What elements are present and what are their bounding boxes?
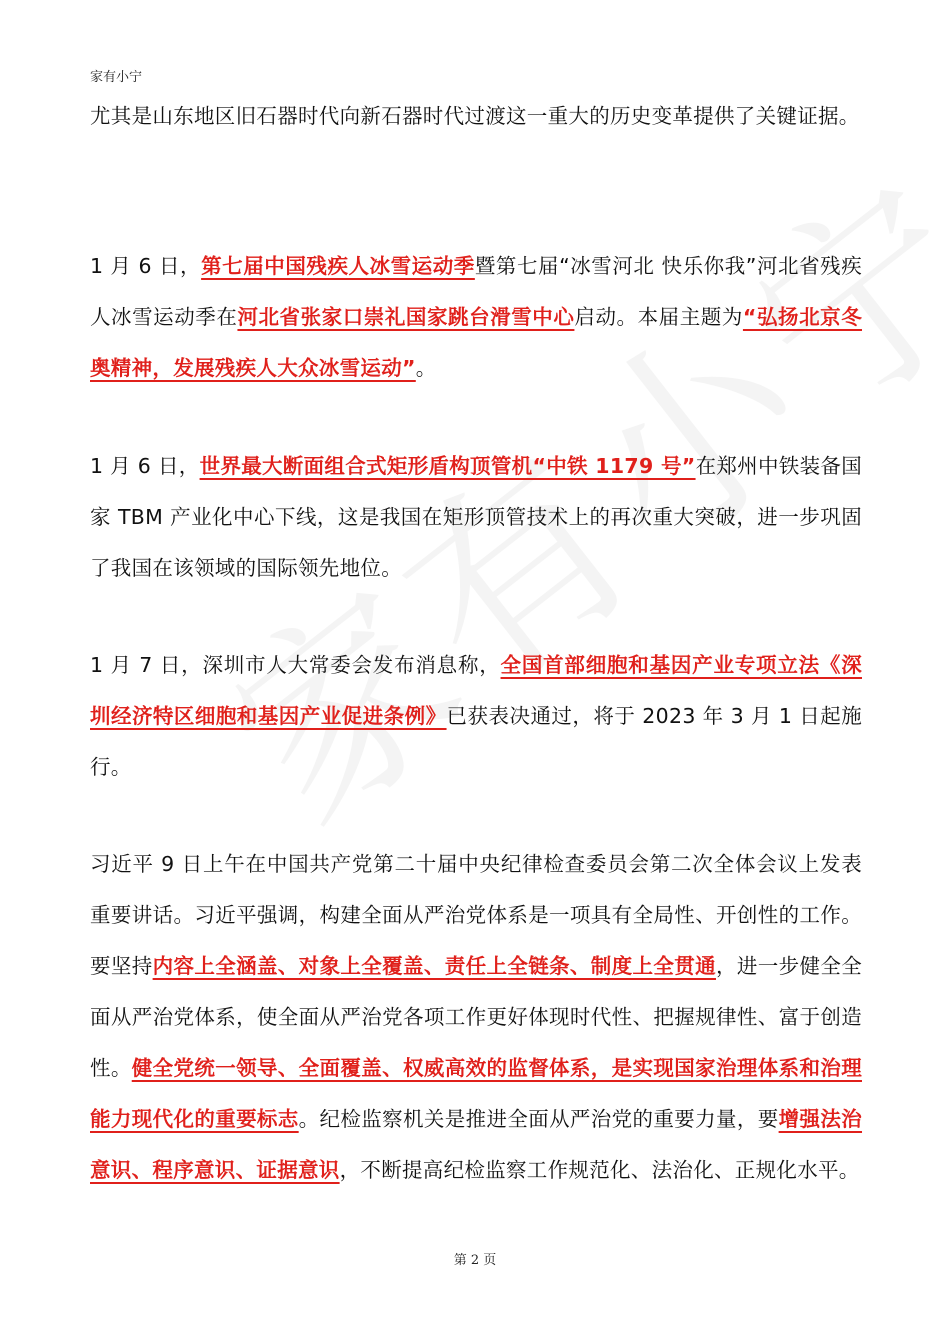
paragraph-5	[90, 839, 862, 1196]
text: 启动。本届主题为	[574, 305, 743, 329]
text: ，不断提高纪检监察工作规范化、法治化、正规化水平。	[339, 1158, 860, 1182]
text: 尤其是山东地区旧石器时代向新石器时代过渡这一重大的历史变革提供了关键证据。	[90, 104, 860, 128]
paragraph-2	[90, 241, 862, 394]
highlight: 第七届中国残疾人冰雪运动季	[201, 254, 475, 278]
text: 在郑州中铁装备国家 TBM 产业化中心下线，这是我国在矩形顶管技术上的再次重大突破，进一步巩固了我国在该领域的国际领先地位。	[90, 454, 863, 580]
text: 1 月 7 日，深圳市人大常委会发布消息称，	[90, 653, 501, 677]
paragraph-4	[90, 640, 862, 793]
highlight: 世界最大断面组合式矩形盾构顶管机“中铁 1179 号”	[199, 454, 696, 478]
page-number: 第 2 页	[453, 1253, 497, 1268]
text: 1 月 6 日，	[90, 254, 202, 278]
text: 暨第七届“冰雪河北 快乐你我”河北省残疾人冰雪运动季在	[90, 254, 862, 329]
text: 。纪检监察机关是推进全面从严治党的重要力量，要	[298, 1107, 779, 1131]
highlight: “弘扬北京冬奥精神，发展残疾人大众冰雪运动”	[90, 305, 862, 380]
highlight: 全国首部细胞和基因产业专项立法《深圳经济特区细胞和基因产业促进条例》	[90, 653, 862, 728]
page-header: 家有小宁	[90, 70, 143, 85]
text: 习近平 9 日上午在中国共产党第二十届中央纪律检查委员会第二次全体会议上发表重要讲话。习近平强调，构建全面从严治党体系是一项具有全局性、开创性的工作。要坚持	[90, 852, 862, 978]
highlight: 内容上全涵盖、对象上全覆盖、责任上全链条、制度上全贯通	[152, 954, 716, 978]
text: 已获表决通过，将于 2023 年 3 月 1 日起施行。	[90, 704, 862, 779]
paragraph-1	[90, 91, 862, 142]
highlight: 健全党统一领导、全面覆盖、权威高效的监督体系，是实现国家治理体系和治理能力现代化的重要标志	[90, 1056, 862, 1131]
text: 。	[415, 356, 437, 380]
text: ，进一步健全全面从严治党体系，使全面从严治党各项工作更好体现时代性、把握规律性、富于创造性。	[90, 954, 862, 1080]
highlight: 河北省张家口崇礼国家跳台滑雪中心	[237, 305, 575, 329]
text: 1 月 6 日，	[90, 454, 200, 478]
paragraph-3	[90, 441, 862, 594]
highlight: 增强法治意识、程序意识、证据意识	[90, 1107, 863, 1182]
